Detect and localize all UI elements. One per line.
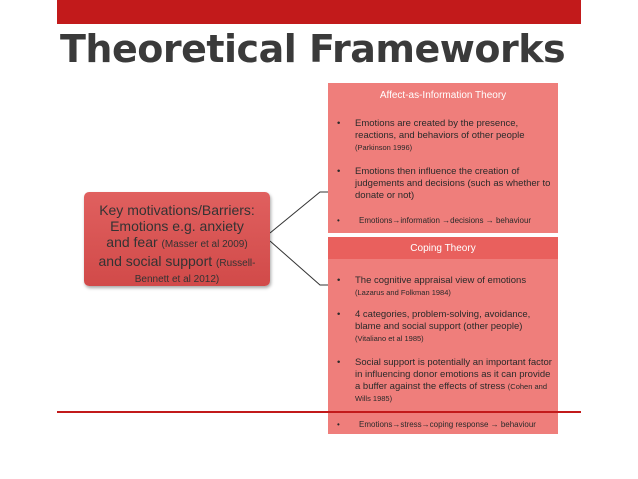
bullet-dot: • — [337, 309, 341, 320]
motivations-box — [84, 192, 270, 286]
motivations-line4-text: and social support — [98, 253, 213, 269]
connector-to-theory1 — [270, 192, 328, 233]
bullet-text: 4 categories, problem-solving, avoidance, blame and social support (other people) — [355, 309, 531, 332]
theory2-title: Coping Theory — [410, 243, 476, 254]
bullet-cite: (Cohen and Wills 1985) — [355, 382, 547, 403]
theory1-title: Affect-as-Information Theory — [379, 90, 507, 101]
motivations-line3 — [90, 234, 264, 253]
bullet-dot: • — [337, 420, 340, 429]
bullet-cite: (Vitaliano et al 1985) — [355, 334, 424, 343]
bullet-text: The cognitive appraisal view of emotions — [355, 275, 527, 286]
theory2-bullet — [337, 275, 552, 299]
theory1-bullet — [337, 166, 552, 202]
coping-theory-box — [328, 237, 558, 434]
motivations-line1: Key motivations/Barriers: — [99, 202, 255, 218]
bottom-accent-line — [57, 411, 581, 413]
slide-title: Theoretical Frameworks — [60, 27, 566, 71]
motivations-line4 — [90, 253, 264, 272]
motivations-line2: Emotions e.g. anxiety — [110, 218, 244, 234]
bullet-text-body: Social support is potentially an important factor in influencing donor emotions as it can provide a buffer against the effects of stress — [355, 357, 552, 392]
bullet-dot: • — [337, 216, 340, 225]
theory1-flow — [337, 215, 552, 227]
bullet-dot: • — [337, 275, 341, 286]
bullet-text: Emotions are created by the presence, reactions, and behaviors of other people — [355, 118, 525, 141]
bullet-cite: (Lazarus and Folkman 1984) — [355, 288, 451, 297]
theory2-flow — [337, 419, 552, 431]
bullet-dot: • — [337, 166, 341, 177]
motivations-line3-cite: (Masser et al 2009) — [161, 239, 248, 250]
theory2-bullet — [337, 357, 552, 405]
flow-text: Emotions→stress→coping response → behaviour — [359, 420, 536, 429]
bullet-text — [355, 357, 552, 405]
bullet-dot: • — [337, 357, 341, 368]
bullet-cite: (Parkinson 1996) — [355, 143, 413, 152]
connector-to-theory2 — [270, 241, 328, 285]
motivations-line4-cite: (Russell- — [216, 258, 256, 269]
theory2-bullet — [337, 309, 552, 345]
theory1-bullet — [337, 118, 552, 154]
bullet-dot: • — [337, 118, 341, 129]
motivations-line5-cite: Bennett et al 2012) — [134, 274, 220, 285]
flow-text: Emotions→information →decisions → behaviour — [359, 216, 532, 225]
affect-as-information-box — [328, 83, 558, 233]
bullet-text: Emotions then influence the creation of judgements and decisions (such as whether to donate or not) — [355, 166, 551, 201]
motivations-line3-text: and fear — [106, 234, 158, 250]
